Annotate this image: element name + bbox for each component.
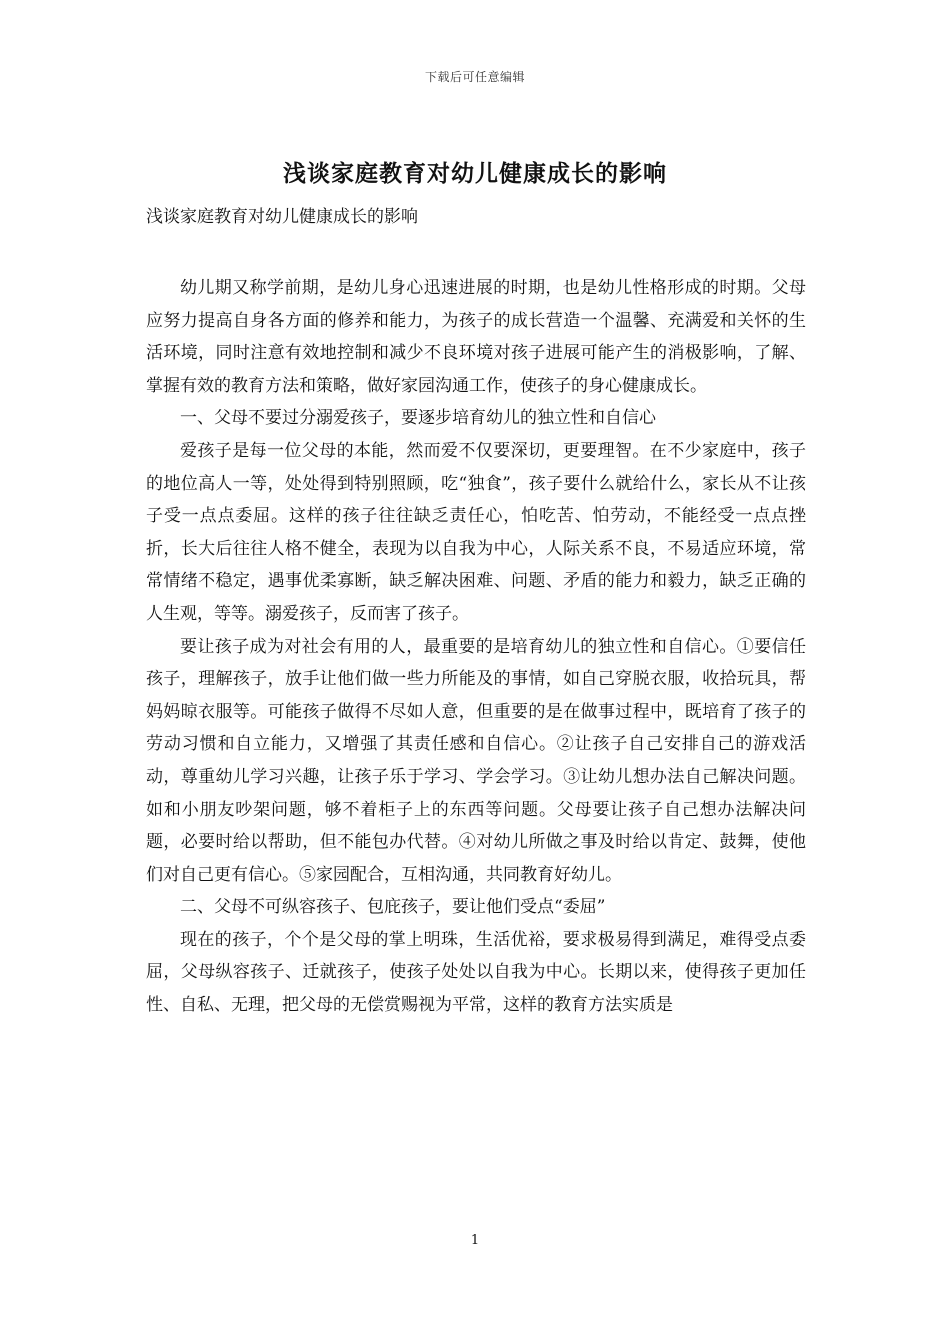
paragraph: 要让孩子成为对社会有用的人，最重要的是培育幼儿的独立性和自信心。①要信任孩子，理解孩子，放手让他们做一些力所能及的事情，如自己穿脱衣服，收拾玩具，帮妈妈晾衣服等。可能孩子做得不尽如人意，但重要的是在做事过程中，既培育了孩子的劳动习惯和自立能力，又增强了其责任感和自信心。②让孩子自己安排自己的游戏活动，尊重幼儿学习兴趣，让孩子乐于学习、学会学习。③让幼儿想办法自己解决问题。如和小朋友吵架问题，够不着柜子上的东西等问题。父母要让孩子自己想办法解决问题，必要时给以帮助，但不能包办代替。④对幼儿所做之事及时给以肯定、鼓舞，使他们对自己更有信心。⑤家园配合，互相沟通，共同教育好幼儿。 — [146, 636, 806, 885]
paragraph: 现在的孩子，个个是父母的掌上明珠，生活优裕，要求极易得到满足，难得受点委屈，父母纵容孩子、迁就孩子，使孩子处处以自我为中心。长期以来，使得孩子更加任性、自私、无理，把父母的无偿赏赐视为平常，这样的教育方法实质是 — [146, 929, 806, 1016]
section-heading-1: 一、父母不要过分溺爱孩子，要逐步培育幼儿的独立性和自信心 — [180, 408, 656, 429]
page-header: 下载后可任意编辑 — [424, 70, 525, 84]
paragraph-intro: 幼儿期又称学前期，是幼儿身心迅速进展的时期，也是幼儿性格形成的时期。父母应努力提高自身各方面的修养和能力，为孩子的成长营造一个温馨、充满爱和关怀的生活环境，同时注意有效地控制和减少不良环境对孩子进展可能产生的消极影响，了解、掌握有效的教育方法和策略，做好家园沟通工作，使孩子的身心健康成长。 — [146, 278, 806, 396]
section-heading-2: 二、父母不可纵容孩子、包庇孩子，要让他们受点“委屈” — [180, 897, 606, 918]
document-title: 浅谈家庭教育对幼儿健康成长的影响 — [283, 160, 667, 187]
page-number: 1 — [470, 1233, 480, 1248]
paragraph: 爱孩子是每一位父母的本能，然而爱不仅要深切，更要理智。在不少家庭中，孩子的地位高人一等，处处得到特别照顾，吃“独食”，孩子要什么就给什么，家长从不让孩子受一点点委屈。这样的孩子往往缺乏责任心，怕吃苦、怕劳动，不能经受一点点挫折，长大后往往人格不健全，表现为以自我为中心，人际关系不良，不易适应环境，常常情绪不稳定，遇事优柔寡断，缺乏解决困难、问题、矛盾的能力和毅力，缺乏正确的人生观，等等。溺爱孩子，反而害了孩子。 — [146, 440, 806, 624]
document-body — [146, 272, 806, 1022]
document-subtitle: 浅谈家庭教育对幼儿健康成长的影响 — [146, 207, 418, 227]
